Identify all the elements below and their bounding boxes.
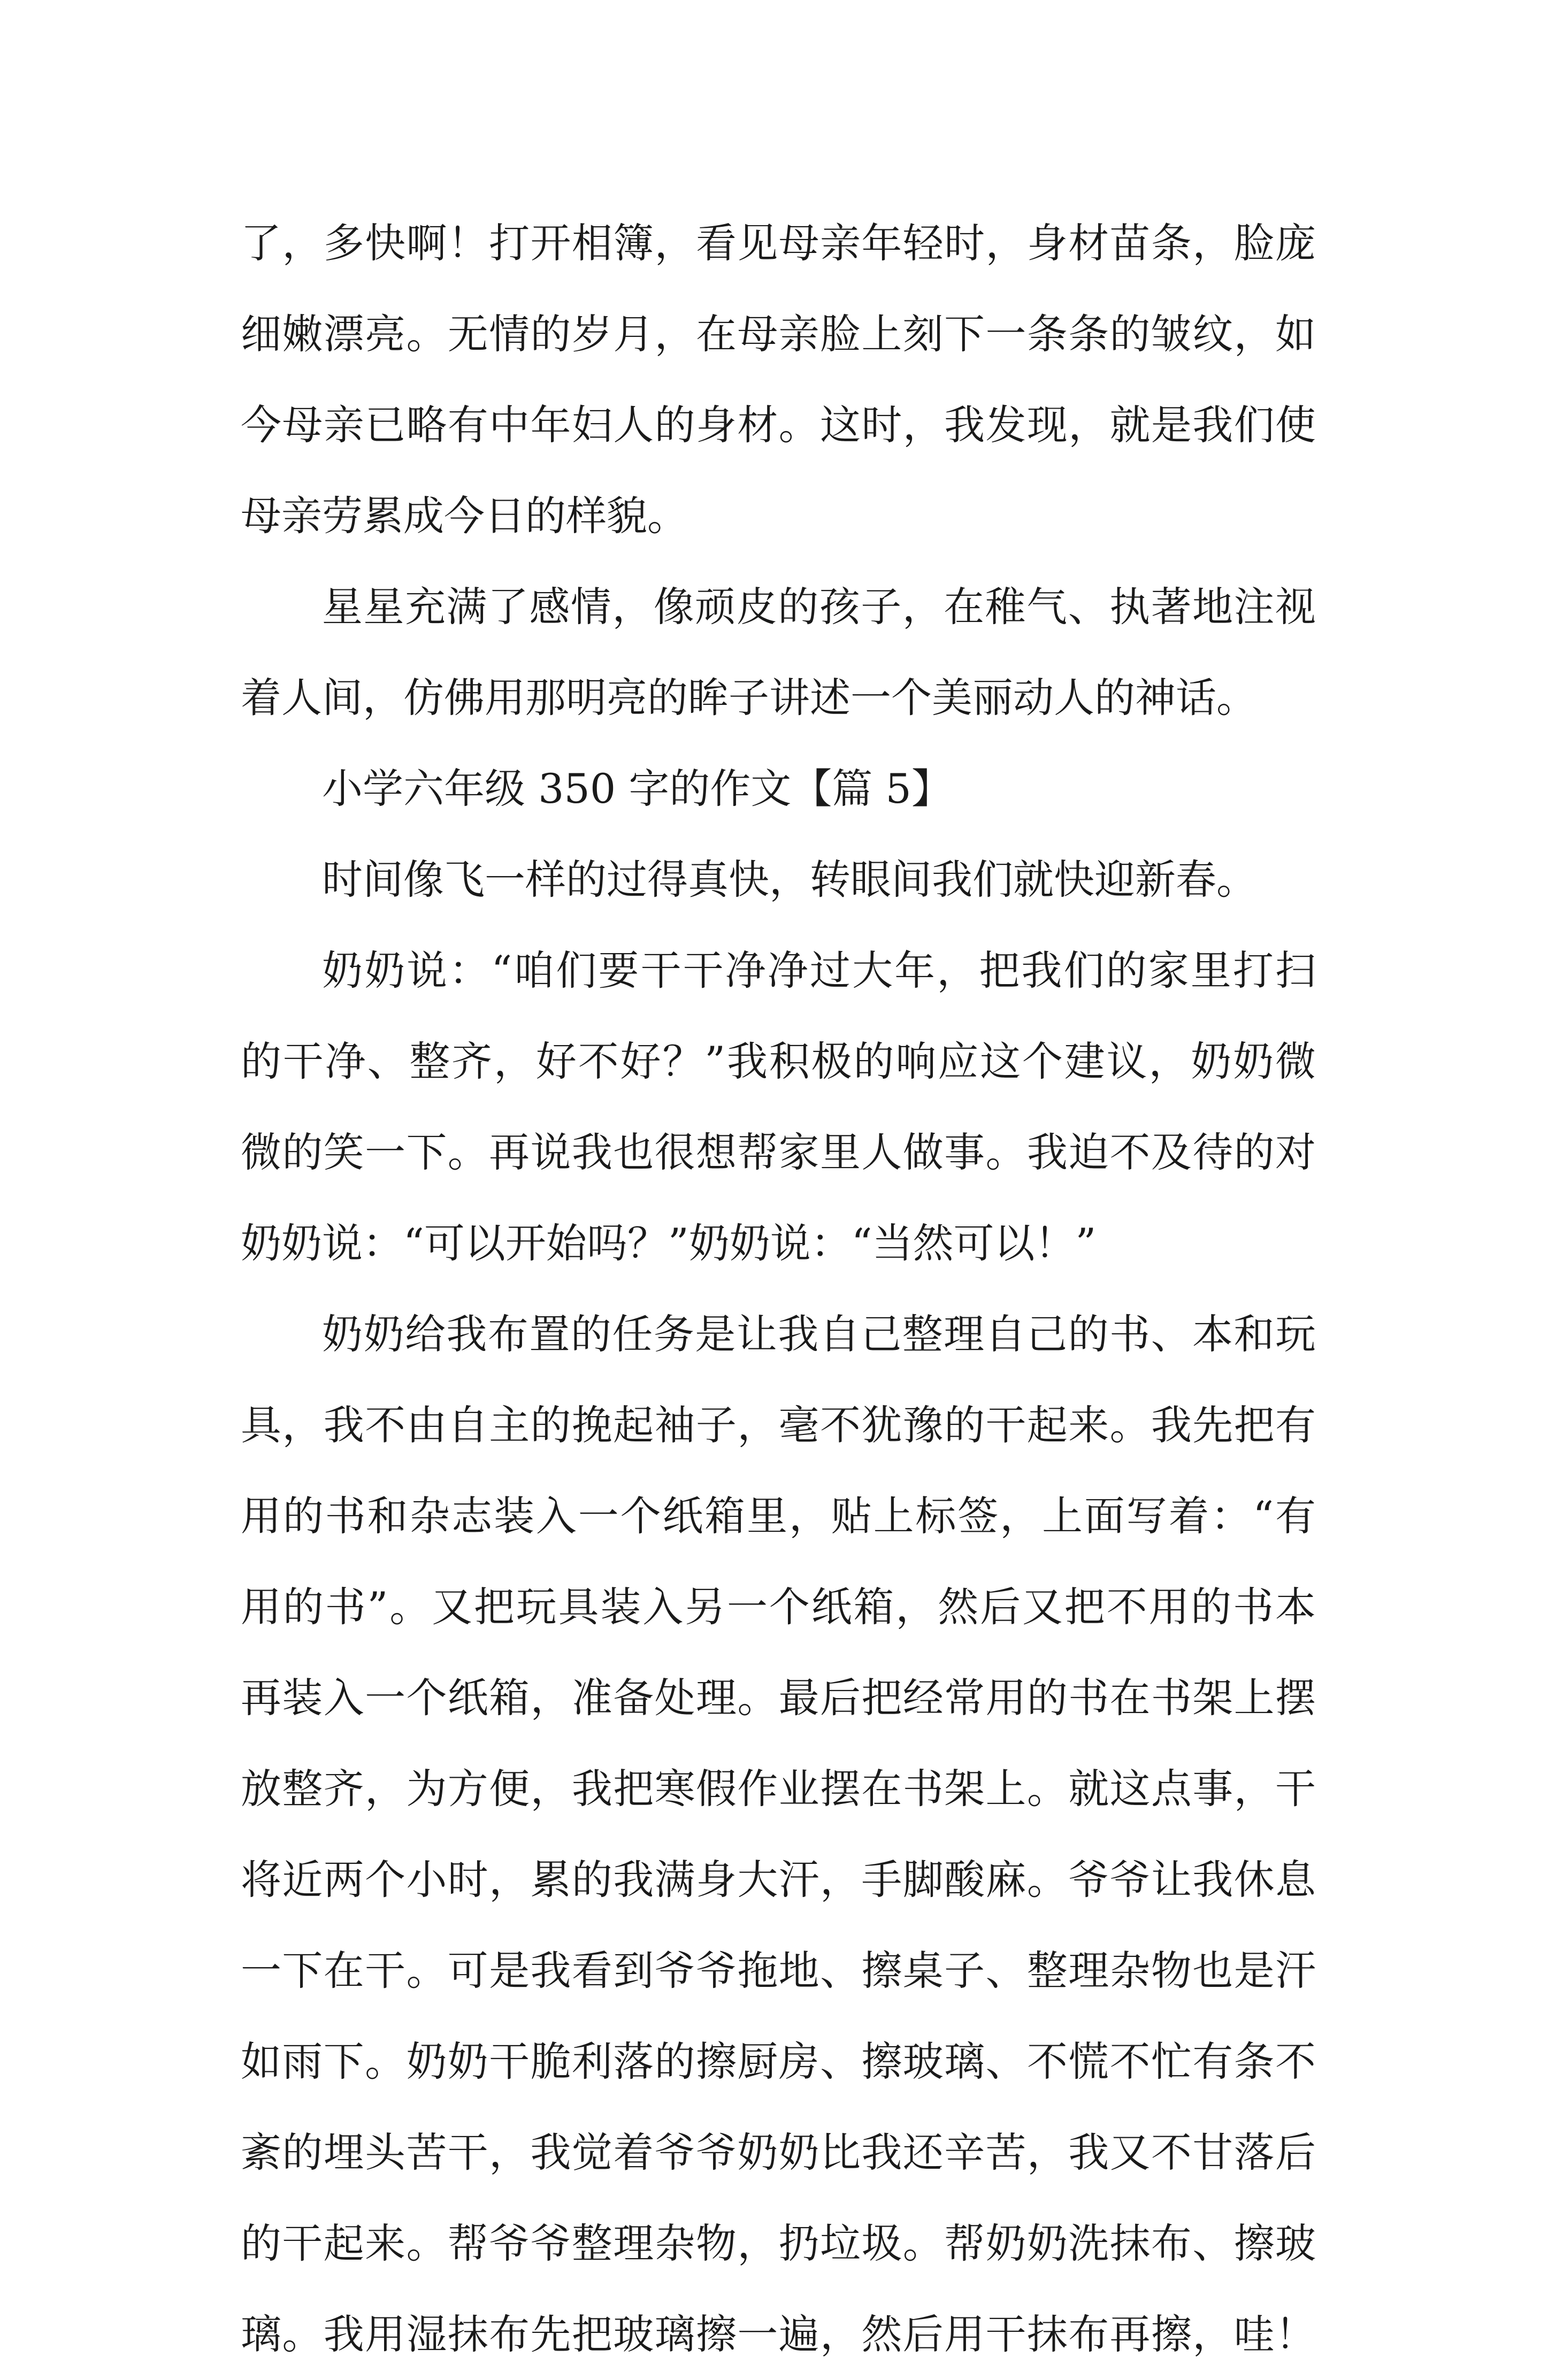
paragraph-first-line: 时间像飞一样的过得真快，转眼间我们就快迎新春。 xyxy=(322,856,1257,903)
text-line: 细嫩漂亮。无情的岁月，在母亲脸上刻下一条条的皱纹，如 xyxy=(241,310,1316,358)
text-line: 用的书”。又把玩具装入另一个纸箱，然后又把不用的书本 xyxy=(241,1583,1316,1631)
text-line: 奶奶说：“可以开始吗？”奶奶说：“当然可以！” xyxy=(241,1219,1097,1267)
text-line: 着人间，仿佛用那明亮的眸子讲述一个美丽动人的神话。 xyxy=(241,674,1257,721)
paragraph-first-line: 奶奶说：“咱们要干干净净过大年，把我们的家里打扫 xyxy=(322,947,1316,994)
text-line: 放整齐，为方便，我把寒假作业摆在书架上。就这点事，干 xyxy=(241,1765,1316,1813)
text-line: 紊的埋头苦干，我觉着爷爷奶奶比我还辛苦，我又不甘落后 xyxy=(241,2129,1316,2176)
text-line: 微的笑一下。再说我也很想帮家里人做事。我迫不及待的对 xyxy=(241,1128,1316,1176)
text-line: 璃。我用湿抹布先把玻璃擦一遍，然后用干抹布再擦，哇！ xyxy=(241,2310,1316,2358)
text-line: 如雨下。奶奶干脆利落的擦厨房、擦玻璃、不慌不忙有条不 xyxy=(241,2038,1316,2085)
text-line: 一下在干。可是我看到爷爷拖地、擦桌子、整理杂物也是汗 xyxy=(241,1947,1316,1994)
text-line: 的干净、整齐，好不好？”我积极的响应这个建议，奶奶微 xyxy=(241,1038,1316,1085)
text-line: 将近两个小时，累的我满身大汗，手脚酸麻。爷爷让我休息 xyxy=(241,1856,1316,1903)
text-line: 母亲劳累成今日的样貌。 xyxy=(241,492,688,540)
text-line: 再装入一个纸箱，准备处理。最后把经常用的书在书架上摆 xyxy=(241,1674,1316,1722)
text-line: 用的书和杂志装入一个纸箱里，贴上标签，上面写着：“有 xyxy=(241,1492,1316,1540)
paragraph-first-line: 星星充满了感情，像顽皮的孩子，在稚气、执著地注视 xyxy=(322,583,1316,631)
text-line: 的干起来。帮爷爷整理杂物，扔垃圾。帮奶奶洗抹布、擦玻 xyxy=(241,2220,1316,2267)
text-line: 今母亲已略有中年妇人的身材。这时，我发现，就是我们使 xyxy=(241,401,1316,449)
section-heading: 小学六年级 350 字的作文【篇 5】 xyxy=(322,765,952,812)
text-line: 了，多快啊！打开相簿，看见母亲年轻时，身材苗条，脸庞 xyxy=(241,219,1316,267)
document-body xyxy=(241,198,1316,2380)
paragraph-first-line: 奶奶给我布置的任务是让我自己整理自己的书、本和玩 xyxy=(322,1310,1316,1358)
text-line: 具，我不由自主的挽起袖子，毫不犹豫的干起来。我先把有 xyxy=(241,1401,1316,1449)
